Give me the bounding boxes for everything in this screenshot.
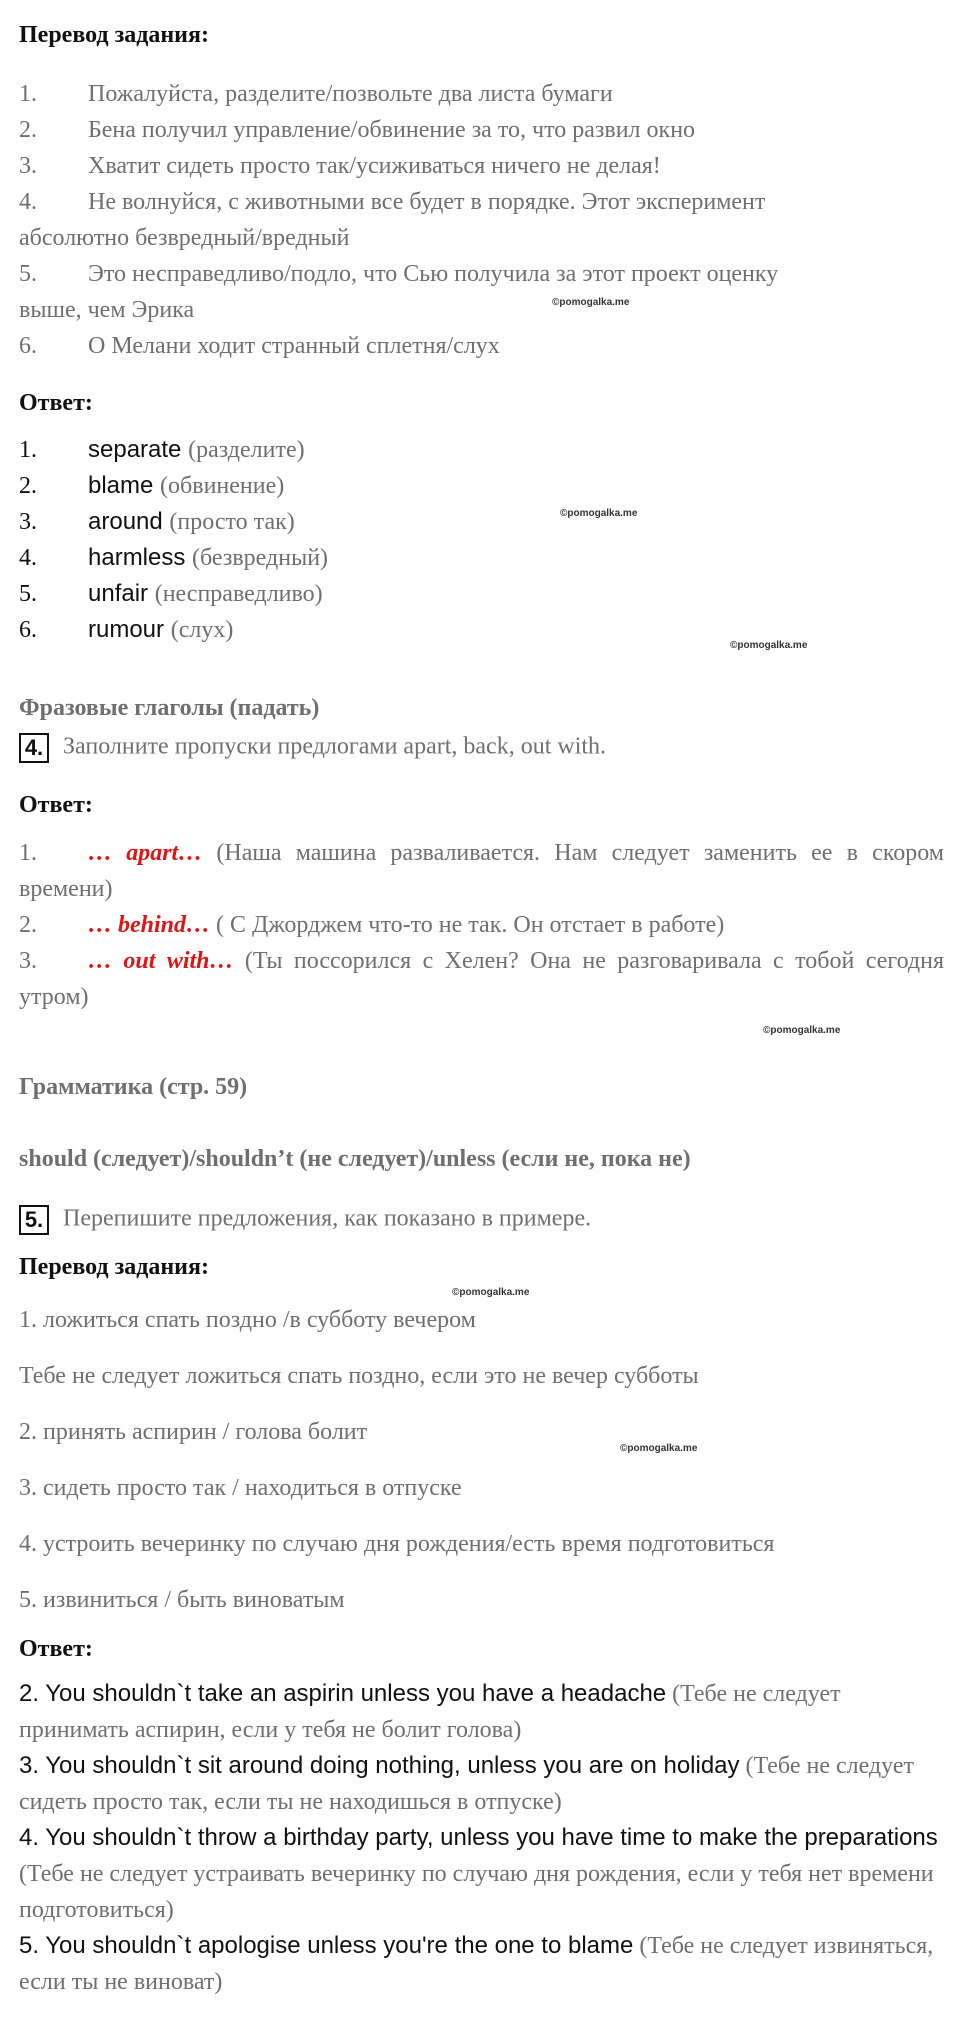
task-5 (19, 1205, 591, 1235)
answer-phrase: … out with… (88, 948, 234, 974)
item-number: 4. (19, 545, 37, 571)
answer-word: blame (88, 472, 154, 499)
answer-translation: (слух) (170, 617, 234, 643)
answer-translation: (обвинение) (160, 473, 285, 499)
answer-item (19, 432, 305, 468)
section-heading-translation: Перевод задания: (19, 1254, 209, 1280)
translation-item (19, 184, 941, 220)
answer-word: separate (88, 436, 182, 463)
answer-item (19, 612, 233, 648)
answer-translation: (просто так) (169, 509, 295, 535)
item-number: 4. (19, 189, 37, 215)
answer-heading: Ответ: (19, 1636, 93, 1662)
translation-item (19, 328, 941, 364)
item-number: 2. (19, 473, 37, 499)
item-number: 6. (19, 333, 37, 359)
answer-word: harmless (88, 544, 186, 571)
phrasal-answer-item (19, 943, 944, 1015)
answer-translation: (безвредный) (192, 545, 329, 571)
answer-item (19, 540, 328, 576)
item-text: Бена получил управление/обвинение за то, что развил окно (88, 117, 696, 143)
translation-item (19, 256, 941, 292)
grammar-subheading: should (следует)/shouldn’t (не следует)/unless (если не, пока не) (19, 1146, 691, 1172)
watermark: ©pomogalka.me (452, 1287, 530, 1298)
grammar-translation-line: Тебе не следует ложиться спать поздно, если это не вечер субботы (19, 1363, 699, 1389)
grammar-answer-item (19, 1928, 944, 2000)
watermark: ©pomogalka.me (552, 297, 630, 308)
answer-heading: Ответ: (19, 792, 93, 818)
answer-item (19, 576, 323, 612)
answer-item (19, 504, 295, 540)
grammar-translation-line: 5. извиниться / быть виноватым (19, 1587, 345, 1613)
item-number: 5. (19, 261, 37, 287)
answer-word: unfair (88, 580, 149, 607)
section-heading-grammar: Грамматика (стр. 59) (19, 1074, 248, 1100)
grammar-translation-line: 3. сидеть просто так / находиться в отпуске (19, 1475, 462, 1501)
watermark: ©pomogalka.me (763, 1025, 841, 1036)
answer-translation: (Наша машина разваливается. Нам следует заменить ее в скором времени) (19, 840, 944, 902)
watermark: ©pomogalka.me (560, 508, 638, 519)
translation-item-continuation: абсолютно безвредный/вредный (19, 225, 350, 251)
phrasal-answer-item (19, 835, 944, 907)
item-number: 3. (19, 153, 37, 179)
item-number: 3. (19, 948, 37, 974)
answer-sentence: 3. You shouldn`t sit around doing nothing, unless you are on holiday (19, 1752, 740, 1779)
task-4 (19, 733, 606, 763)
item-number: 1. (19, 840, 37, 866)
grammar-answer-item (19, 1748, 944, 1820)
answer-word: rumour (88, 616, 165, 643)
grammar-answer-item (19, 1676, 944, 1748)
answer-translation: (Тебе не следует устраивать вечеринку по случаю дня рождения, если у тебя нет времени подготовиться) (19, 1861, 934, 1923)
answer-heading: Ответ: (19, 390, 93, 416)
watermark: ©pomogalka.me (730, 640, 808, 651)
task-number-box: 5. (19, 1205, 49, 1235)
item-number: 3. (19, 509, 37, 535)
answer-sentence: 5. You shouldn`t apologise unless you're the one to blame (19, 1932, 634, 1959)
answer-phrase: … behind… (88, 912, 211, 938)
answer-translation: (Тебе не следует извиняться, если ты не виноват) (19, 1933, 934, 1995)
answer-phrase: … apart… (88, 840, 203, 866)
task-number-box: 4. (19, 733, 49, 763)
task-text: Заполните пропуски предлогами apart, back, out with. (63, 733, 607, 760)
answer-sentence: 2. You shouldn`t take an aspirin unless you have a headache (19, 1680, 667, 1707)
item-number: 6. (19, 617, 37, 643)
item-text: Пожалуйста, разделите/позвольте два листа бумаги (88, 81, 613, 107)
grammar-translation-line: 2. принять аспирин / голова болит (19, 1419, 368, 1445)
item-text: Не волнуйся, с животными все будет в порядке. Этот эксперимент (88, 189, 766, 215)
answer-translation: (несправедливо) (154, 581, 323, 607)
item-number: 2. (19, 912, 37, 938)
phrasal-answer-item (19, 907, 944, 943)
answer-translation: ( С Джорджем что-то не так. Он отстает в работе) (210, 912, 725, 938)
translation-item-continuation: выше, чем Эрика (19, 297, 195, 323)
grammar-translation-line: 1. ложиться спать поздно /в субботу вечером (19, 1307, 476, 1333)
grammar-answers (19, 1676, 944, 2000)
translation-item (19, 76, 941, 112)
answer-sentence: 4. You shouldn`t throw a birthday party, unless you have time to make the preparations (19, 1824, 938, 1851)
answer-item (19, 468, 284, 504)
watermark: ©pomogalka.me (620, 1443, 698, 1454)
item-text: Хватит сидеть просто так/усиживаться ничего не делая! (88, 153, 661, 179)
answer-translation: (разделите) (188, 437, 305, 463)
translation-item (19, 112, 941, 148)
item-number: 2. (19, 117, 37, 143)
section-heading-translation: Перевод задания: (19, 22, 209, 48)
task-text: Перепишите предложения, как показано в примере. (63, 1205, 592, 1232)
answer-word: around (88, 508, 163, 535)
answer-translation: (Тебе не следует принимать аспирин, если у тебя не болит голова) (19, 1681, 841, 1743)
answer-translation: (Тебе не следует сидеть просто так, если ты не находишься в отпуске) (19, 1753, 914, 1815)
item-number: 1. (19, 81, 37, 107)
item-number: 5. (19, 581, 37, 607)
item-number: 1. (19, 437, 37, 463)
answer-translation: (Ты поссорился с Хелен? Она не разговаривала с тобой сегодня утром) (19, 948, 944, 1010)
grammar-translation-line: 4. устроить вечеринку по случаю дня рождения/есть время подготовиться (19, 1531, 775, 1557)
item-text: О Мелани ходит странный сплетня/слух (88, 333, 500, 359)
item-text: Это несправедливо/подло, что Сью получила за этот проект оценку (88, 261, 779, 287)
grammar-answer-item (19, 1820, 944, 1928)
translation-item (19, 148, 941, 184)
section-heading-phrasal-verbs: Фразовые глаголы (падать) (19, 695, 320, 721)
